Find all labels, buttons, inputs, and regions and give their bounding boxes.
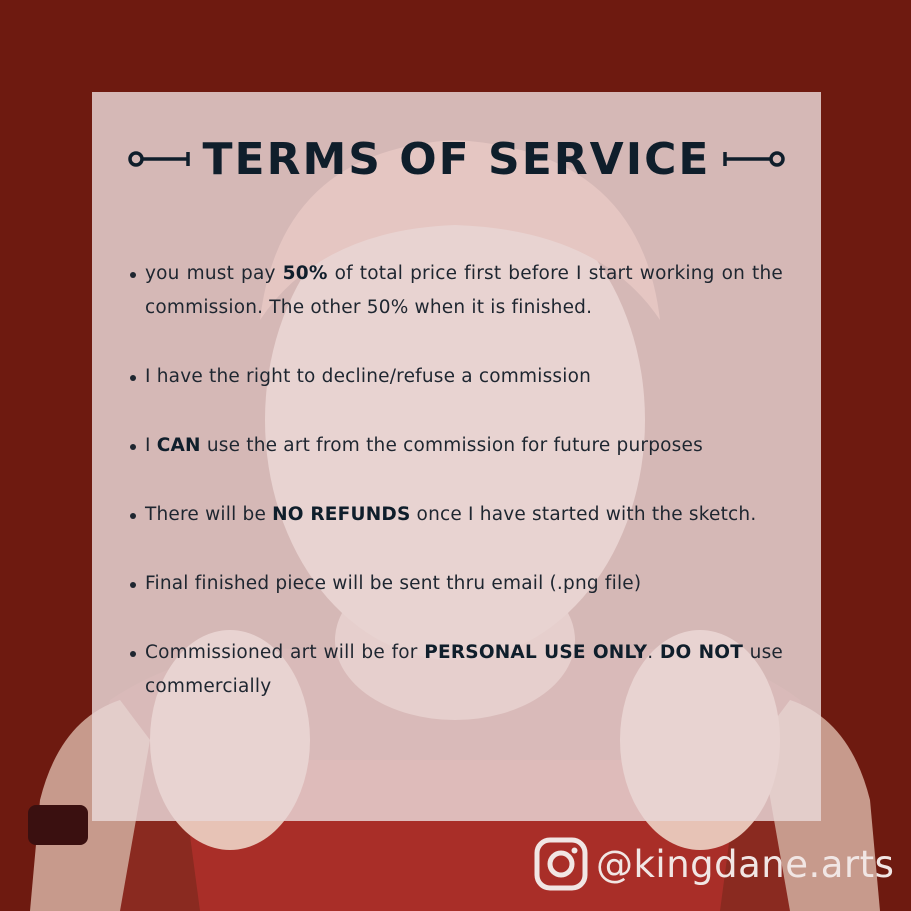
term-item xyxy=(145,498,783,532)
term-text: . xyxy=(647,642,660,663)
title-row xyxy=(92,129,821,189)
term-text: There will be xyxy=(145,504,273,525)
terms-list xyxy=(145,257,783,704)
term-item xyxy=(145,636,783,704)
term-emphasis: DO NOT xyxy=(659,642,744,663)
right-decoration-icon xyxy=(722,149,786,169)
term-text: Commissioned art will be for xyxy=(145,642,425,663)
social-handle xyxy=(534,836,894,892)
term-text: I have the right to decline/refuse a commission xyxy=(145,366,592,387)
term-text: once I have started with the sketch. xyxy=(410,504,757,525)
page-title: TERMS OF SERVICE xyxy=(202,133,711,185)
term-text: use commercially xyxy=(145,642,784,697)
term-item xyxy=(145,567,783,601)
term-emphasis: NO REFUNDS xyxy=(272,504,411,525)
instagram-icon xyxy=(534,837,588,891)
term-item xyxy=(145,257,783,325)
term-emphasis: PERSONAL USE ONLY xyxy=(424,642,648,663)
instagram-handle: @kingdane.arts xyxy=(596,842,895,886)
term-item xyxy=(145,360,783,394)
term-text: Final finished piece will be sent thru email (.png file) xyxy=(145,573,642,594)
term-text: you must pay xyxy=(145,263,283,284)
left-decoration-icon xyxy=(127,149,191,169)
term-emphasis: CAN xyxy=(156,435,201,456)
term-text: I xyxy=(145,435,157,456)
term-item xyxy=(145,429,783,463)
term-emphasis: 50% xyxy=(282,263,328,284)
terms-card xyxy=(92,92,821,821)
term-text: use the art from the commission for future purposes xyxy=(200,435,703,456)
term-text: of total price first before I start working on the commission. The other 50% when it is finished. xyxy=(145,263,783,318)
